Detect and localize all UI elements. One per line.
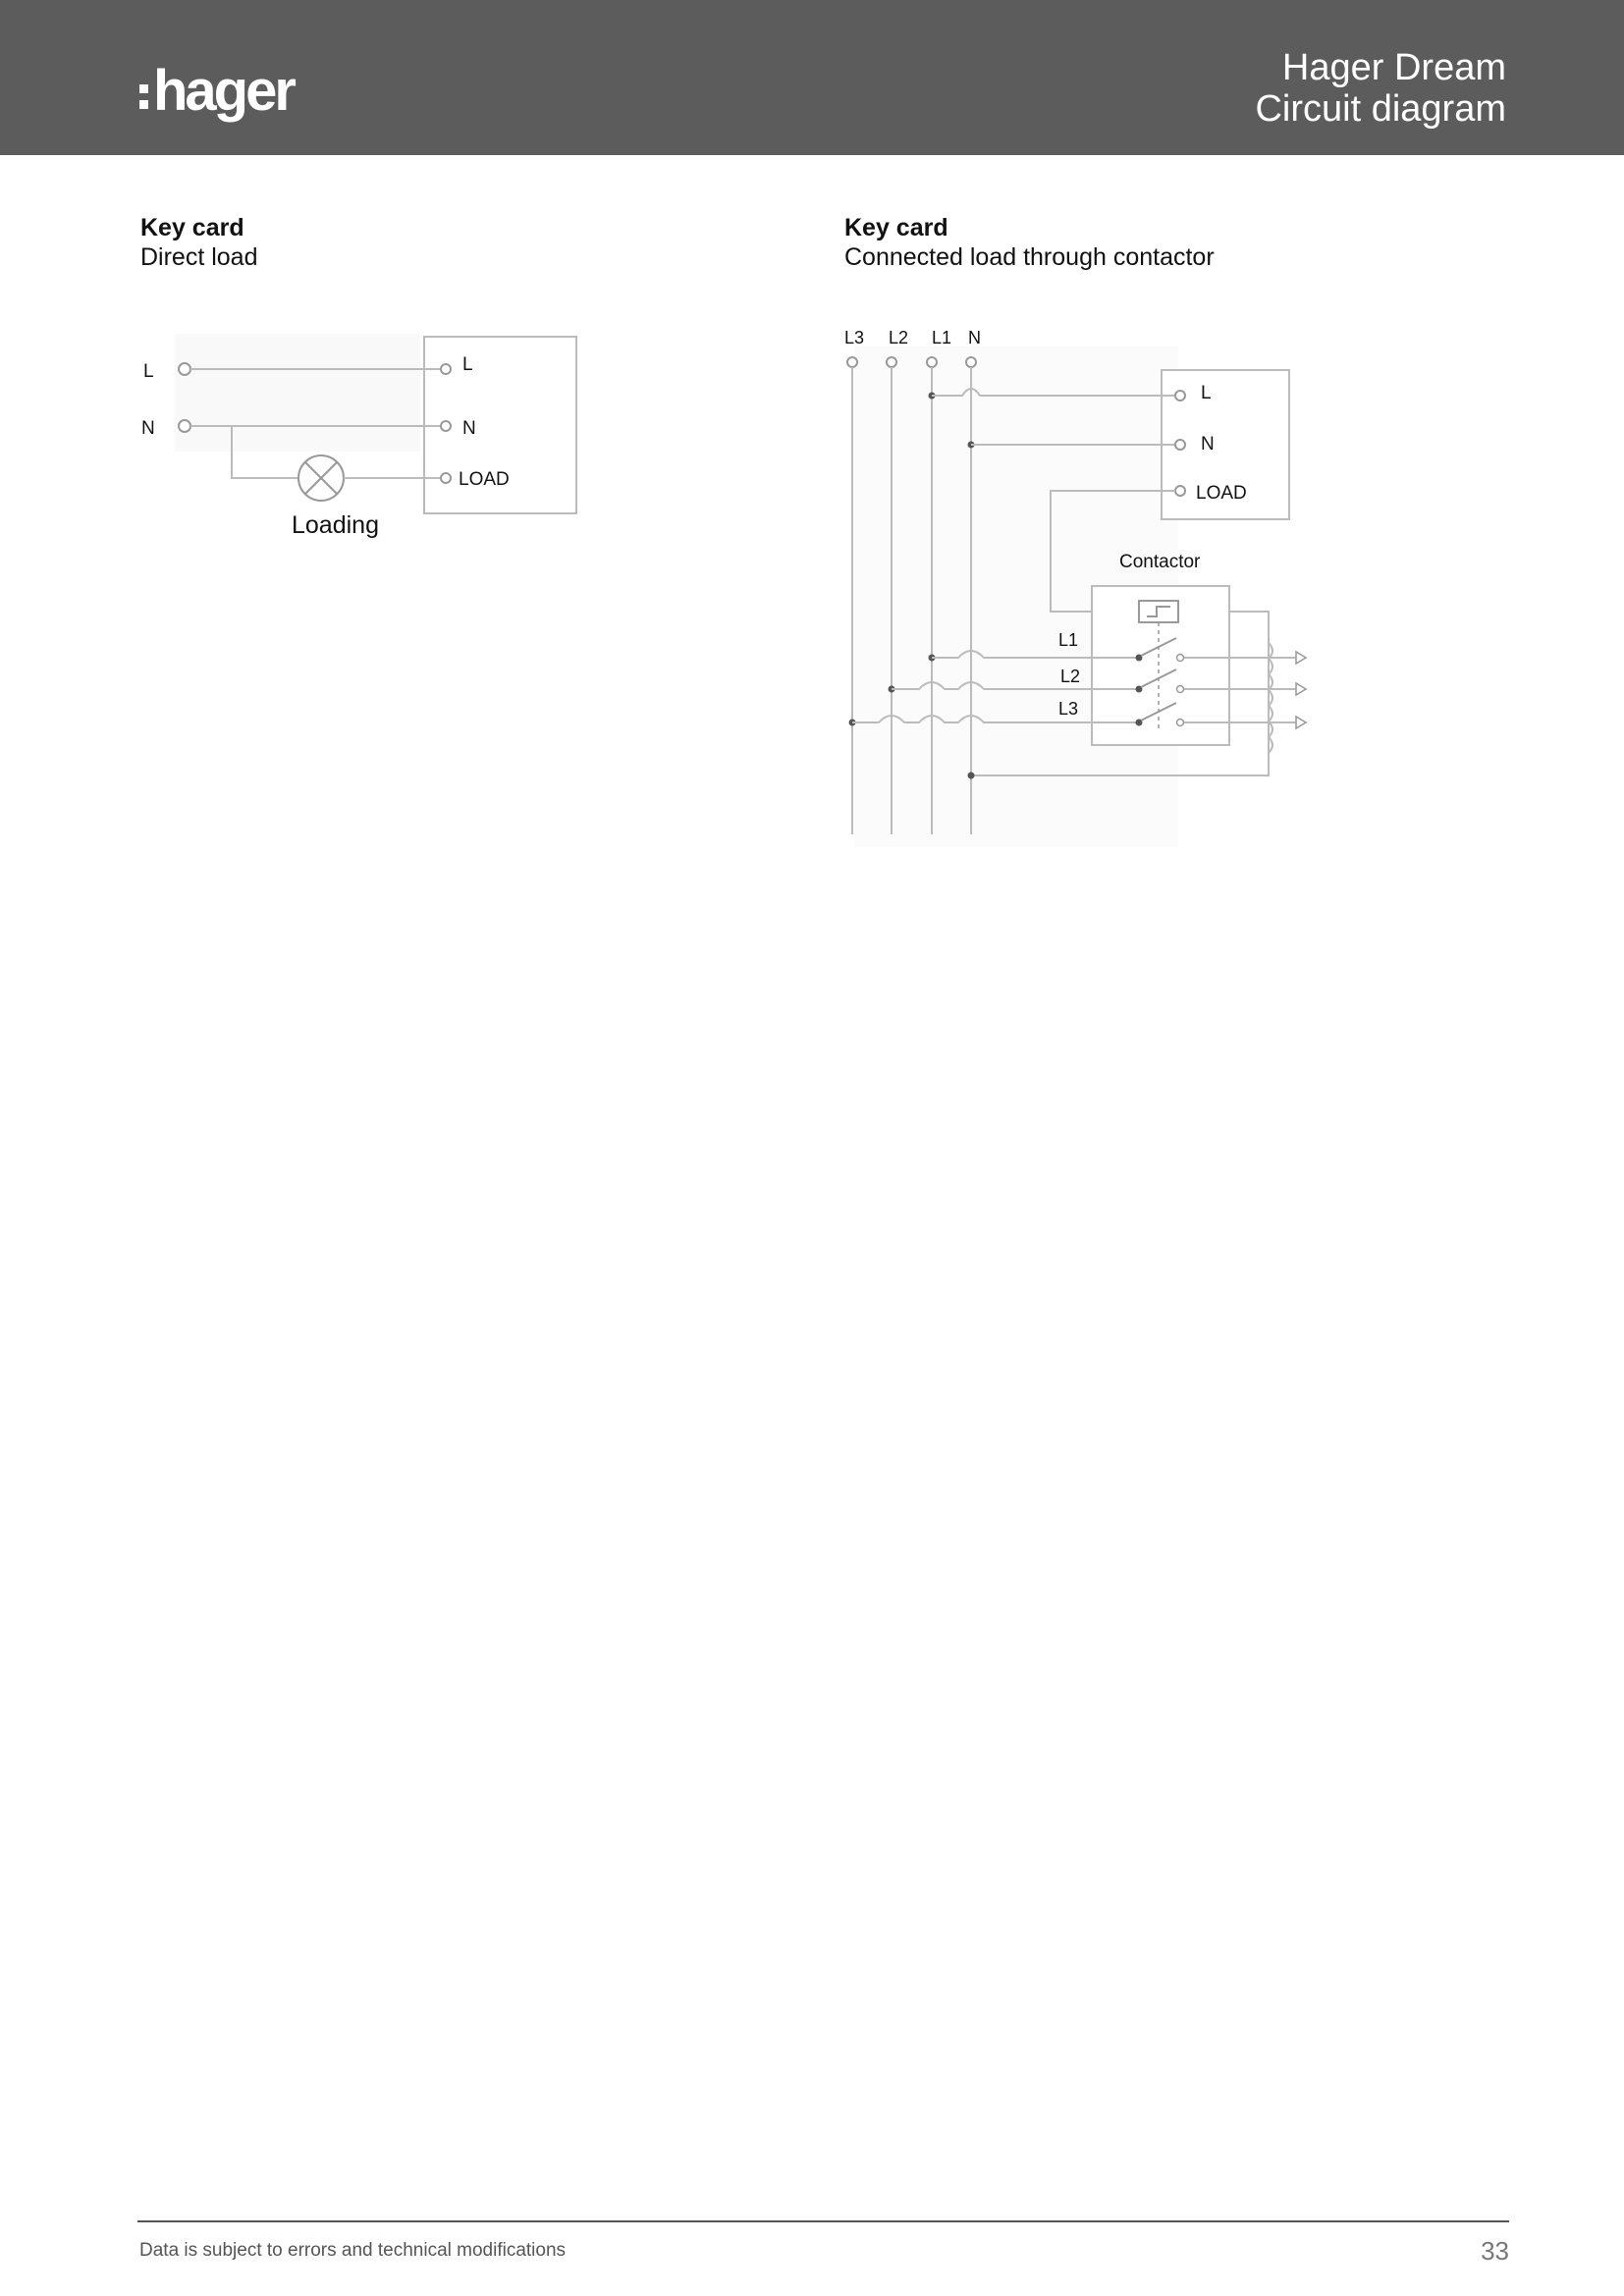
terminal-N-label: N	[1201, 434, 1215, 454]
input-N-terminal	[179, 420, 190, 432]
terminal-L-label: L	[1201, 383, 1212, 403]
phase-L2-label: L2	[1060, 667, 1081, 686]
bus-L1-label: L1	[932, 328, 952, 347]
footer-divider	[137, 2220, 1509, 2222]
phase-L3-label: L3	[1058, 699, 1079, 719]
title-line-1: Hager Dream	[1281, 47, 1506, 88]
document-title	[1255, 47, 1506, 130]
bus-N-label: N	[968, 328, 981, 347]
footer-note: Data is subject to errors and technical modifications	[139, 2240, 567, 2261]
coil-icon	[1139, 601, 1178, 622]
page-header	[0, 0, 1624, 155]
phase-L1-label: L1	[1058, 630, 1079, 650]
left-heading: Key card	[140, 214, 244, 241]
input-N-label: N	[141, 418, 155, 439]
terminal-LOAD-label: LOAD	[459, 469, 510, 490]
logo-text: hager	[153, 61, 294, 123]
bus-L2-label: L2	[889, 328, 909, 347]
terminal-N-label: N	[462, 418, 476, 439]
right-subheading: Connected load through contactor	[844, 243, 1215, 271]
bus-L3-label: L3	[844, 328, 865, 347]
contactor-diagram	[835, 319, 1335, 849]
left-subheading: Direct load	[140, 243, 258, 271]
title-line-2: Circuit diagram	[1255, 88, 1506, 130]
terminal-LOAD-label: LOAD	[1196, 483, 1247, 504]
contactor-label: Contactor	[1119, 552, 1201, 572]
terminal-L-label: L	[462, 354, 473, 375]
input-L-label: L	[143, 361, 154, 382]
hager-logo	[137, 61, 334, 130]
lamp-icon	[298, 455, 344, 501]
page-number: 33	[1481, 2236, 1509, 2266]
lamp-label: Loading	[292, 511, 379, 539]
right-heading: Key card	[844, 214, 948, 241]
right-section-heading	[844, 213, 1215, 272]
direct-load-diagram	[128, 324, 599, 550]
left-section-heading	[140, 213, 258, 272]
input-L-terminal	[179, 363, 190, 375]
